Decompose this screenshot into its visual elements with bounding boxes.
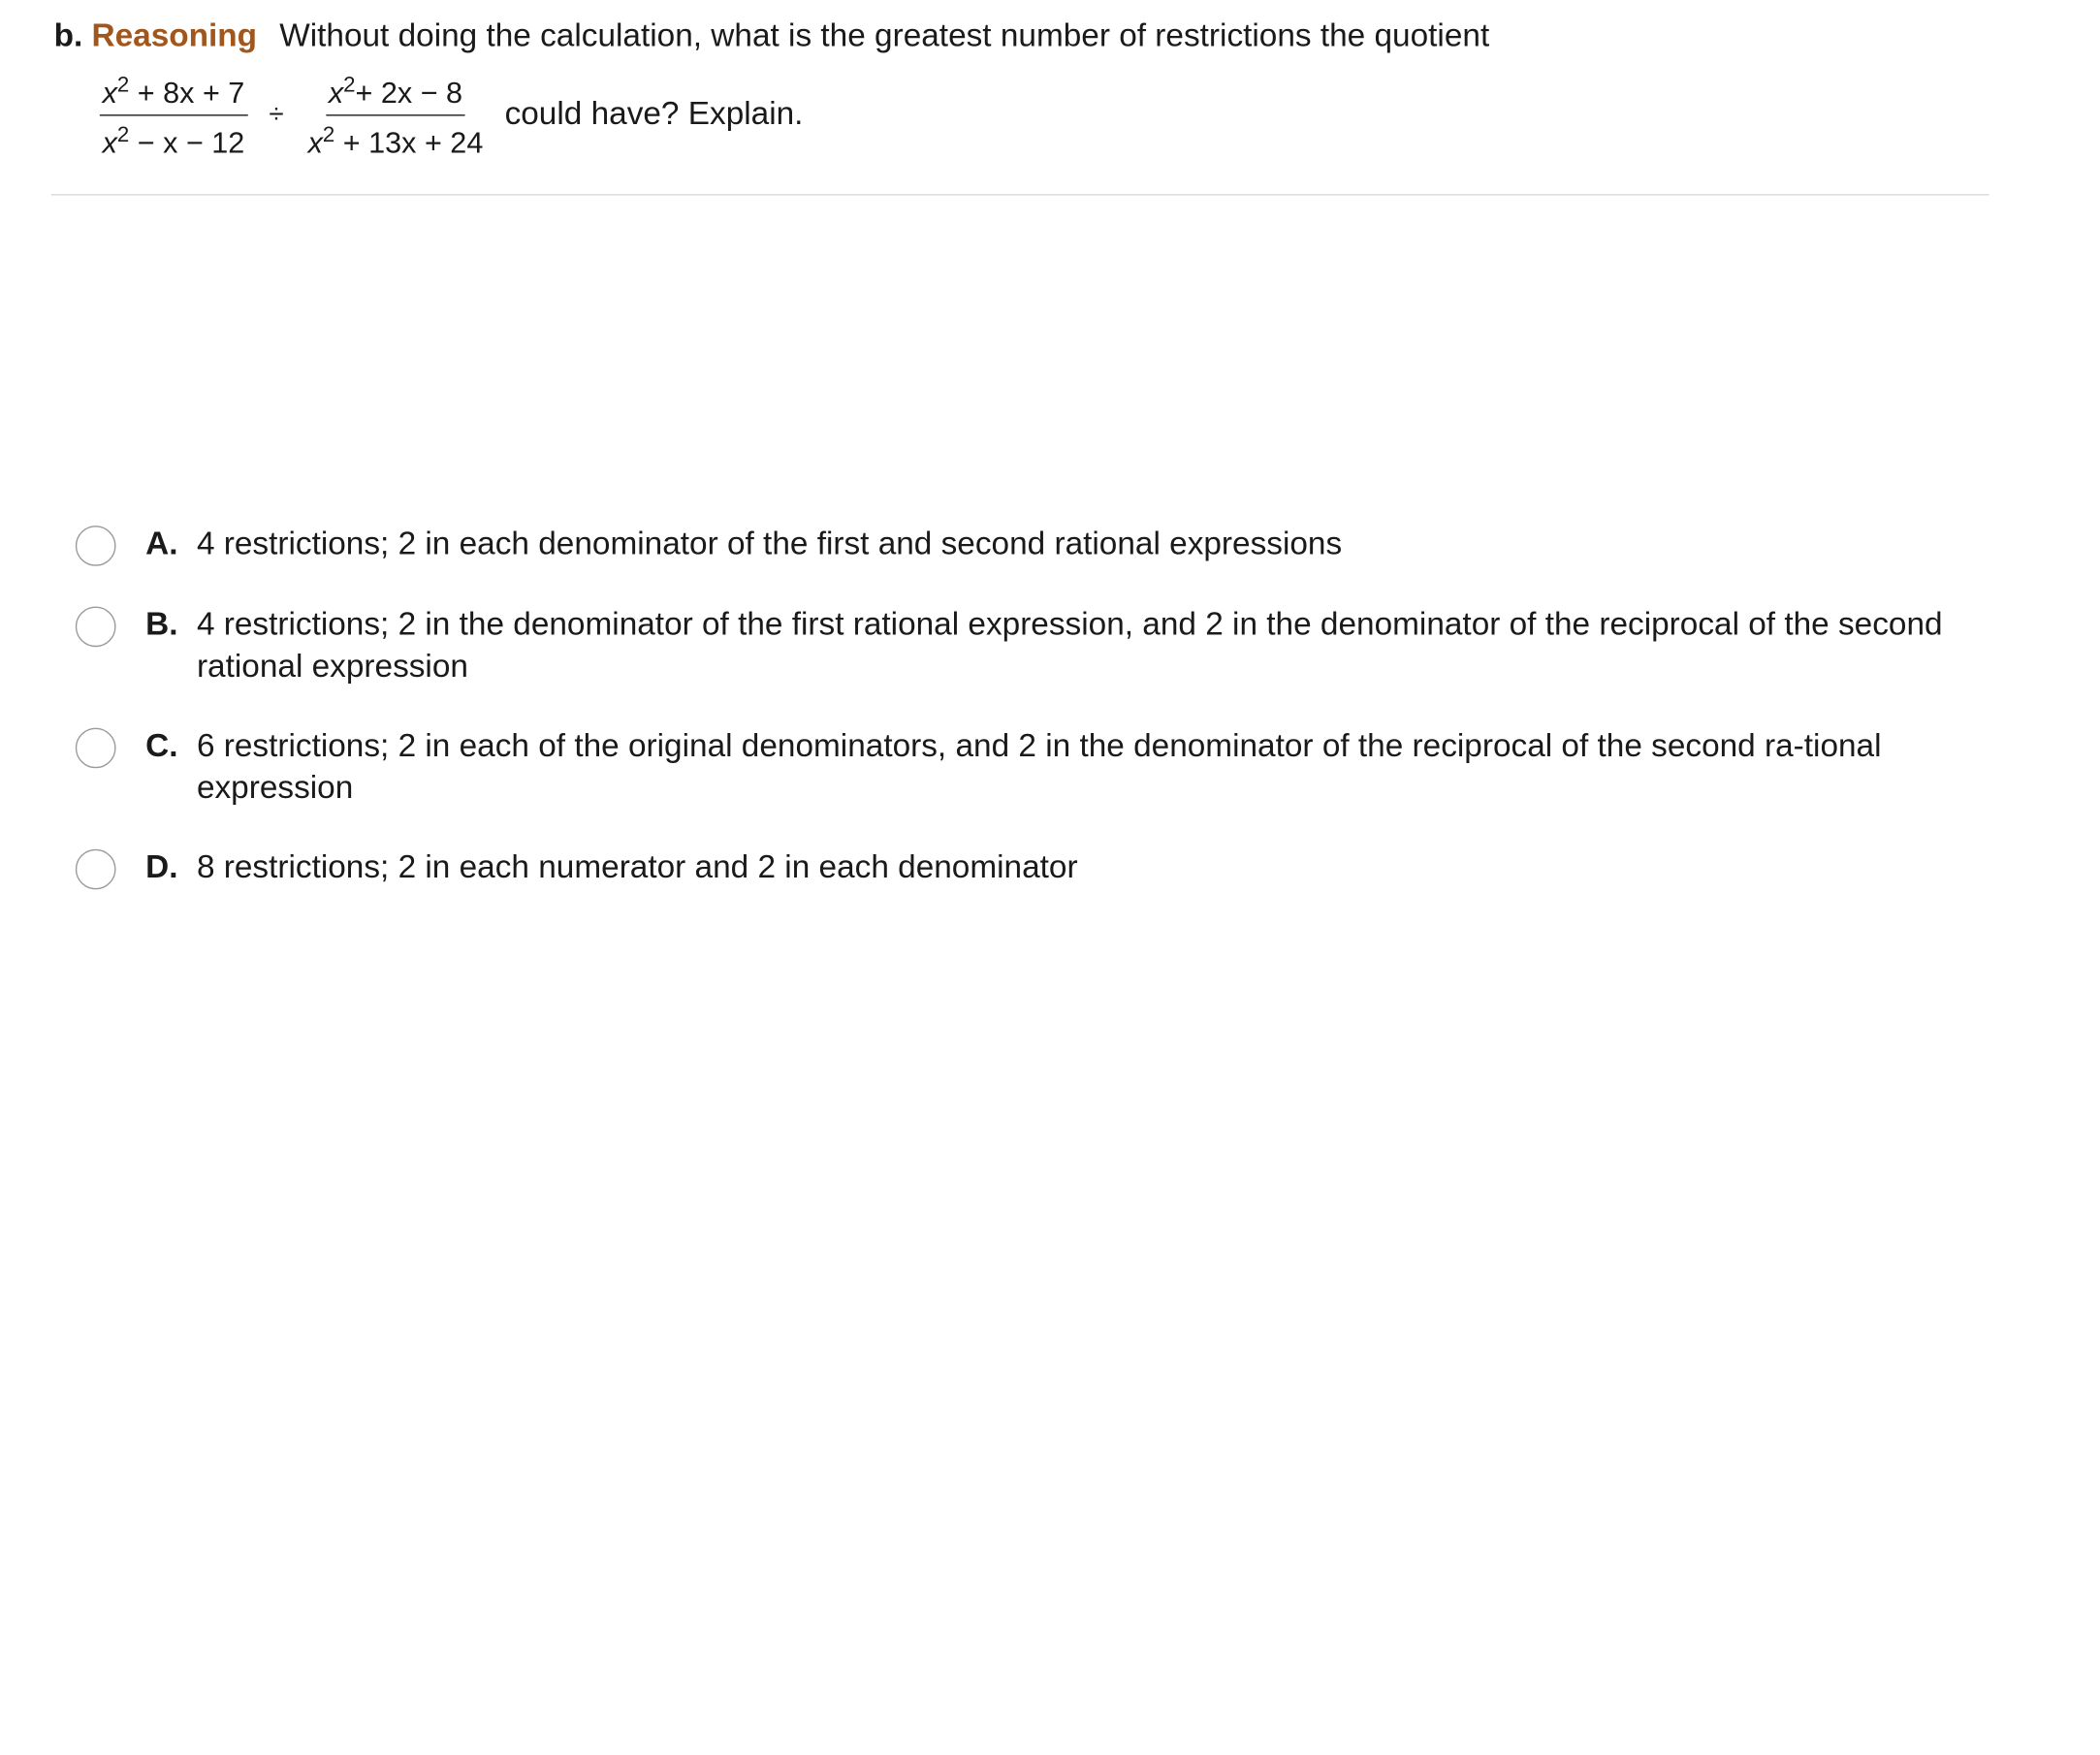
option-d-letter: D. [145, 848, 178, 886]
option-a[interactable] [76, 523, 1989, 565]
radio-button-c[interactable] [76, 728, 116, 769]
option-b-text: 4 restrictions; 2 in the denominator of the first rational expression, and 2 in the denominator of the reciprocal of the second rational expression [196, 606, 1943, 686]
fraction-2-denominator: $x^2 + 13x + 24$ [307, 123, 484, 159]
option-c-text: 6 restrictions; 2 in each of the original denominators, and 2 in the denominator of the reciprocal of the second ra-tional expression [196, 727, 1882, 807]
option-d[interactable] [76, 846, 1989, 889]
quotient-expression [100, 68, 804, 162]
fraction-1-numerator: $x^2 + 8x + 7$ [100, 66, 247, 114]
question-keyword: Reasoning [91, 17, 258, 54]
fraction-1-denominator: $x^2 - x - 12$ [102, 123, 245, 159]
option-c[interactable] [76, 725, 1989, 809]
option-a-letter: A. [145, 526, 178, 562]
radio-button-b[interactable] [76, 607, 116, 648]
fraction-2 [305, 66, 486, 163]
fraction-2-numerator: $x^2+ 2x - 8$ [326, 66, 465, 114]
division-operator: ÷ [269, 99, 284, 129]
option-b-letter: B. [145, 606, 178, 644]
radio-button-a[interactable] [76, 526, 116, 566]
answer-options [76, 523, 1989, 927]
option-b[interactable] [76, 604, 1989, 687]
option-d-text: 8 restrictions; 2 in each numerator and 2 in each denominator [196, 848, 1078, 886]
radio-button-d[interactable] [76, 849, 116, 890]
option-a-text: 4 restrictions; 2 in each denominator of the first and second rational expressions [196, 526, 1343, 562]
section-divider [51, 194, 1989, 195]
question-text: Without doing the calculation, what is the greatest number of restrictions the quotient [279, 17, 1490, 54]
option-c-letter: C. [145, 727, 178, 765]
question-part-label: b. [53, 17, 83, 54]
fraction-1 [100, 66, 247, 163]
question-prompt [54, 16, 1490, 57]
question-tail-text: could have? Explain. [504, 95, 804, 133]
